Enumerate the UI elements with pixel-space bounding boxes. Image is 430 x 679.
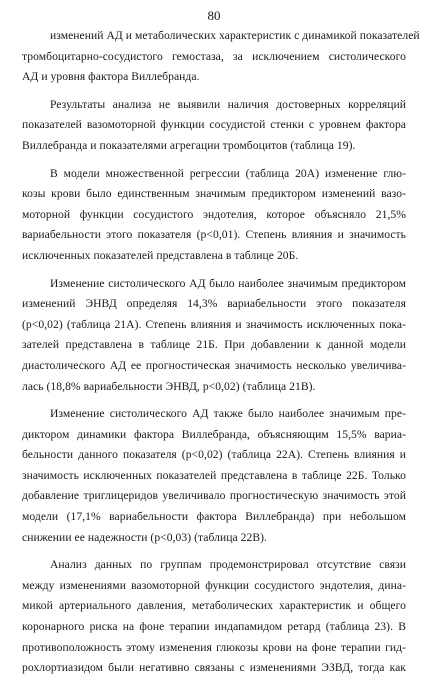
paragraph xyxy=(22,274,406,398)
text-line: добавление триглицеридов увеличивало прогностическую значимость этой xyxy=(22,489,406,503)
text-line: Виллебранда и показателями агрегации тромбоцитов (таблица 19). xyxy=(22,138,356,152)
paragraph xyxy=(22,164,406,267)
text-line: зателей представлена в таблице 21Б. При добавлении к данной модели xyxy=(22,338,406,352)
text-line: Анализ данных по группам продемонстрировал отсутствие связи xyxy=(50,558,406,572)
text-line: диастолического АД ее прогностическая значимость несколько увеличива- xyxy=(22,358,406,372)
text-line: вариабельности этого показателя (p<0,01). Степень влияния и значимость xyxy=(22,228,406,242)
paragraph xyxy=(22,404,406,548)
text-line: тромбоцитарно-сосудистого гемостаза, за исключением систолического xyxy=(22,49,406,63)
body-text xyxy=(22,26,420,679)
text-line: лась (18,8% вариабельности ЭНВД, p<0,02) (таблица 21В). xyxy=(22,379,316,393)
paragraph xyxy=(22,95,406,157)
text-line: Результаты анализа не выявили наличия достоверных корреляций xyxy=(50,97,406,111)
text-line: между изменениями вазомоторной функции сосудистого эндотелия, дина- xyxy=(22,578,406,592)
text-line: исключенных показателей представлена в таблице 20Б. xyxy=(22,248,299,262)
text-line: микой артериального давления, метаболических характеристик и общего xyxy=(22,599,406,613)
text-line: АД и уровня фактора Виллебранда. xyxy=(22,70,200,84)
text-line: Изменение систолического АД было наиболее значимым предиктором xyxy=(50,276,406,290)
text-line: Изменение систолического АД также было наиболее значимым пре- xyxy=(50,407,406,421)
text-line: снижении ее надежности (p<0,03) (таблица 22В). xyxy=(22,530,267,544)
text-line: В модели множественной регрессии (таблица 20А) изменение глю- xyxy=(50,166,406,180)
text-line: изменений АД и метаболических характеристик с динамикой показателей xyxy=(50,29,420,42)
text-line: противоположность этому изменения глюкозы крови на фоне терапии гид- xyxy=(22,640,406,654)
text-line: коронарного риска на фоне терапии индапамидом ретард (таблица 23). В xyxy=(22,620,406,634)
text-line: изменений ЭНВД определяя 14,3% вариабельности этого показателя xyxy=(22,297,406,311)
text-line: модели (17,1% вариабельности фактора Виллебранда) при небольшом xyxy=(22,510,406,524)
text-line: показателей вазомоторной функции сосудистой стенки с уровнем фактора xyxy=(22,118,406,132)
paragraph xyxy=(22,555,406,679)
text-line: моторной функции сосудистого эндотелия, которое объясняло 21,5% xyxy=(22,207,406,221)
text-line: диктором динамики фактора Виллебранда, объясняющим 15,5% вариа- xyxy=(22,427,406,441)
paragraph xyxy=(22,26,420,88)
text-line: козы крови было единственным значимым предиктором изменений вазо- xyxy=(22,187,406,201)
text-line: бельности данного показателя (p<0,02) (таблица 22А). Степень влияния и xyxy=(22,448,406,462)
text-line: значимость исключенных показателей представлена в таблице 22Б. Только xyxy=(22,468,406,482)
text-line: (p<0,02) (таблица 21А). Степень влияния и значимость исключенных пока- xyxy=(22,317,406,331)
page-number: 80 xyxy=(207,8,221,23)
text-line: рохлортиазидом были негативно связаны с изменениями ЭЗВД, тогда как xyxy=(22,661,406,675)
